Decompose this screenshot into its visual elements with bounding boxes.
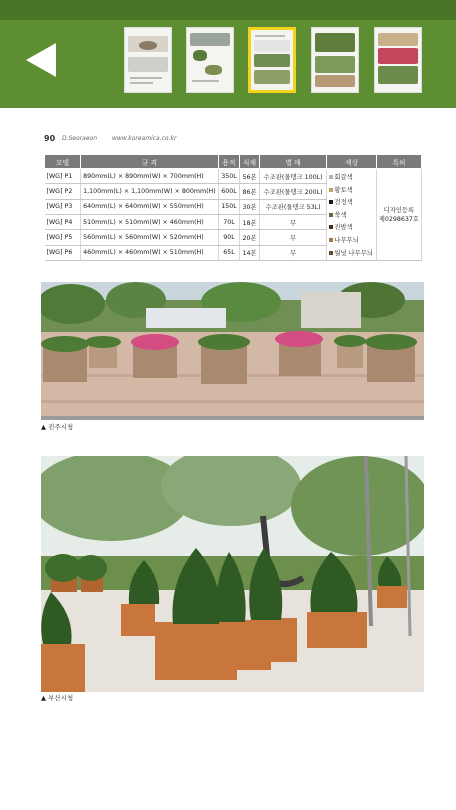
- photo-conifer-planters: [41, 456, 424, 692]
- cell-size: 640mm(L) × 640mm(W) × 550mm(H): [81, 199, 219, 214]
- page-thumbnail-3[interactable]: [248, 27, 296, 93]
- top-navigation-bar: [0, 0, 456, 108]
- header-size: 규 격: [81, 155, 219, 169]
- patent-number: 제0298637호: [378, 215, 419, 223]
- color-swatch: [329, 188, 333, 192]
- color-swatch: [329, 175, 333, 179]
- top-strip: [0, 0, 456, 20]
- photo2-caption: ▲ 부산시청: [41, 694, 74, 702]
- cell-planting: 86본: [240, 184, 260, 199]
- cell-model: [WG] P3: [45, 199, 81, 214]
- patent-label: 디자인등록: [383, 206, 415, 214]
- patent-cell: [376, 169, 421, 261]
- cell-model: [WG] P1: [45, 169, 81, 184]
- color-item: 월넛 나무무늬: [329, 248, 373, 261]
- page-number: 90: [44, 134, 56, 143]
- cell-planting: 56본: [240, 169, 260, 184]
- color-item: 회갈색: [329, 172, 373, 185]
- cell-model: [WG] P5: [45, 230, 81, 245]
- page-thumbnail-5[interactable]: [374, 27, 422, 93]
- cell-model: [WG] P4: [45, 215, 81, 230]
- table-row: [45, 169, 422, 184]
- cell-volume: 350L: [218, 169, 239, 184]
- back-arrow-icon: [22, 40, 62, 80]
- cell-size: 560mm(L) × 560mm(W) × 520mm(H): [81, 230, 219, 245]
- page-brand: D.Seoraeon: [62, 135, 98, 142]
- cell-sold-separately: 무: [259, 230, 327, 245]
- catalog-page: [0, 108, 456, 810]
- page-thumbnail-1[interactable]: [124, 27, 172, 93]
- cell-model: [WG] P6: [45, 245, 81, 260]
- cell-planting: 14본: [240, 245, 260, 260]
- back-button[interactable]: [22, 40, 62, 80]
- header-patent: 특허: [376, 155, 421, 169]
- color-item: 황토색: [329, 185, 373, 198]
- page-header: [44, 134, 424, 148]
- header-color: 색상: [327, 155, 376, 169]
- color-swatch: [329, 225, 333, 229]
- cell-sold-separately: 수조판(물탱크 53L): [259, 199, 327, 214]
- header-volume: 용적: [218, 155, 239, 169]
- cell-planting: 30본: [240, 199, 260, 214]
- page-thumbnail-4[interactable]: [311, 27, 359, 93]
- table-header-row: [45, 155, 422, 169]
- page-website: www.koreamica.co.kr: [112, 135, 177, 142]
- cell-planting: 18본: [240, 215, 260, 230]
- cell-volume: 90L: [218, 230, 239, 245]
- header-model: 모델: [45, 155, 81, 169]
- photo-plaza-planters: [41, 282, 424, 420]
- color-item: 검정색: [329, 197, 373, 210]
- color-item: 나무무늬: [329, 235, 373, 248]
- page-thumbnail-2[interactable]: [186, 27, 234, 93]
- cell-sold-separately: 무: [259, 245, 327, 260]
- color-swatch: [329, 251, 333, 255]
- cell-sold-separately: 무: [259, 215, 327, 230]
- cell-size: 460mm(L) × 460mm(W) × 510mm(H): [81, 245, 219, 260]
- header-sold-separately: 별 매: [259, 155, 327, 169]
- header-planting: 식재: [240, 155, 260, 169]
- color-swatch: [329, 238, 333, 242]
- cell-sold-separately: 수조판(물탱크 200L): [259, 184, 327, 199]
- color-item: 진밤색: [329, 222, 373, 235]
- spec-table: [44, 154, 422, 261]
- cell-size: 510mm(L) × 510mm(W) × 460mm(H): [81, 215, 219, 230]
- cell-sold-separately: 수조판(물탱크 100L): [259, 169, 327, 184]
- cell-model: [WG] P2: [45, 184, 81, 199]
- cell-size: 890mm(L) × 890mm(W) × 700mm(H): [81, 169, 219, 184]
- color-swatch: [329, 200, 333, 204]
- color-swatch: [329, 213, 333, 217]
- color-list: [327, 169, 376, 261]
- cell-planting: 20본: [240, 230, 260, 245]
- cell-volume: 600L: [218, 184, 239, 199]
- photo1-caption: ▲ 진주시청: [41, 423, 74, 431]
- cell-volume: 70L: [218, 215, 239, 230]
- cell-volume: 150L: [218, 199, 239, 214]
- cell-size: 1,100mm(L) × 1,100mm(W) × 800mm(H): [81, 184, 219, 199]
- color-item: 쑥색: [329, 210, 373, 223]
- cell-volume: 65L: [218, 245, 239, 260]
